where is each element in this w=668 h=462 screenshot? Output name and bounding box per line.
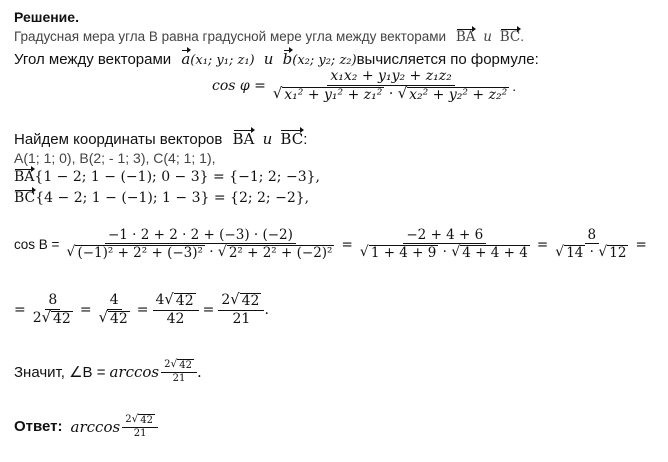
and-word-2: и [263,50,274,68]
ba-calc: {1 − 2; 1 − (−1); 0 − 3} = {−1; 2; −3}, [34,169,320,185]
answer-line [14,414,158,440]
cos-phi-fraction: x₁x₂ + y₁y₂ + z₁z₂ √ x₁² + y₁² + z₁² · √ x₂² + y₂² + z₂² [272,68,508,103]
simplify-frac-4: 2 √ 42 21 [218,293,264,327]
solution-title: Решение. [14,9,79,25]
points-line: A(1; 1; 0), B(2; - 1; 3), C(4; 1; 1), [14,150,216,166]
answer-frac: 2 √ 42 21 [122,414,158,440]
statement-line-2 [14,50,539,68]
cosB-line-1: cos B = −1 · 2 + 2 · 2 + (−3) · (−2) √ (−1)² + 2² + (−3)² · √ 2² + 2² + (−2)² = −2 + 4 + 6 √ 1 + 4 + 9 · √ 4 + 4 + 4 = 8 √ 14 · √ 12 = [14,227,647,262]
cosB-den-3-left: 14 [566,245,584,262]
cos-phi-numerator: x₁x₂ + y₁y₂ + z₁z₂ [327,69,454,86]
answer-label: Ответ: [14,418,63,436]
vector-ba: BA [455,29,476,45]
vector-ba-3: BA [14,169,35,185]
therefore-num: 42 [179,360,192,371]
cosB-num-3: 8 [585,228,600,244]
simplify-num-1: 8 [45,293,60,310]
vector-b-coords: (x₂; y₂; z₂) [292,53,357,68]
cosB-frac-3: 8 √ 14 · √ 12 [555,227,627,262]
formula-intro-text: вычисляется по формуле: [356,51,539,68]
answer-num: 42 [140,415,153,426]
cosB-den-2-left: 1 + 4 + 9 [370,245,437,262]
cosB-label: cos B = [14,237,60,252]
vector-a-coords: (x₁; y₁; z₁) [190,53,255,68]
coef-two-2: 2 [221,292,231,308]
cosB-den-2-right: 4 + 4 + 4 [462,245,528,262]
cosB-frac-2: −2 + 4 + 6 √ 1 + 4 + 9 · √ 4 + 4 + 4 [359,227,528,262]
answer-den: 21 [133,428,147,439]
simplify-num-3: 42 [175,293,194,309]
vector-ba-2: BA [232,130,255,148]
cos-phi-den-left: x₁² + y₁² + z₁² [284,86,383,103]
vector-b: b [282,50,293,68]
coef-two-4: 2 [125,414,132,425]
angle-vectors-text: Угол между векторами [14,51,172,68]
cosB-den-3-right: 12 [609,245,627,262]
vector-bc-2: BC [280,130,304,148]
cosB-line-2: = 8 2 √ 42 = 4 √ 42 = 4 √ 42 42 = 2 √ 42 21 . [14,291,269,328]
cosB-num-2: −2 + 4 + 6 [403,228,486,244]
simplify-frac-3: 4 √ 42 42 [153,293,199,327]
cos-phi-den-right: x₂² + y₂² + z₂² [409,86,508,103]
statement-line-1: Градусная мера угла В равна градусной мере угла между векторами BA и BC. [14,29,524,45]
cosB-frac-1: −1 · 2 + 2 · 2 + (−3) · (−2) √ (−1)² + 2² + (−3)² · √ 2² + 2² + (−2)² [66,227,333,262]
simplify-frac-2: 4 √ 42 [98,292,128,327]
coef-four: 4 [155,292,165,308]
ba-calc-line [14,169,320,185]
statement-text: Градусная мера угла В равна градусной мере угла между векторами [14,29,447,44]
therefore-den: 21 [172,373,186,384]
simplify-num-4: 42 [241,293,260,309]
cos-phi-label: cos φ = [212,78,266,95]
arccos-word: arccos [109,362,160,381]
simplify-frac-1: 8 2 √ 42 [32,292,71,327]
vector-bc: BC [499,29,521,45]
simplify-den-1: 42 [53,310,71,327]
simplify-num-2: 4 [107,293,122,310]
simplify-den-2: 42 [109,310,128,327]
therefore-frac: 2 √ 42 21 [161,359,197,385]
therefore-line: Значит, ∠B = arccos 2 √ 42 21 . [14,358,202,384]
vector-bc-3: BC [14,190,36,206]
bc-calc-line [14,190,309,206]
therefore-text: Значит, ∠B = [14,363,106,381]
simplify-den-3: 42 [166,311,185,328]
and-word: и [483,29,492,45]
simplify-den-4: 21 [232,311,251,328]
find-coords-text: Найдем координаты векторов [14,131,223,148]
answer-arccos: arccos [70,417,121,436]
find-coords-line: Найдем координаты векторов BA и BC: [14,130,308,148]
bc-calc: {4 − 2; 1 − (−1); 1 − 3} = {2; 2; −2}, [35,190,310,206]
cos-phi-formula: cos φ = x₁x₂ + y₁y₂ + z₁z₂ √ x₁² + y₁² + z₁² · √ x₂² + y₂² + z₂² . [212,68,517,103]
cosB-den-1-left: (−1)² + 2² + (−3)² [77,245,203,262]
and-word-3: и [262,130,273,148]
vector-a: a [181,50,191,68]
cosB-num-1: −1 · 2 + 2 · 2 + (−3) · (−2) [105,228,296,244]
coef-two: 2 [32,309,42,326]
cosB-den-1-right: 2² + 2² + (−2)² [228,245,333,262]
coef-two-3: 2 [164,359,171,370]
